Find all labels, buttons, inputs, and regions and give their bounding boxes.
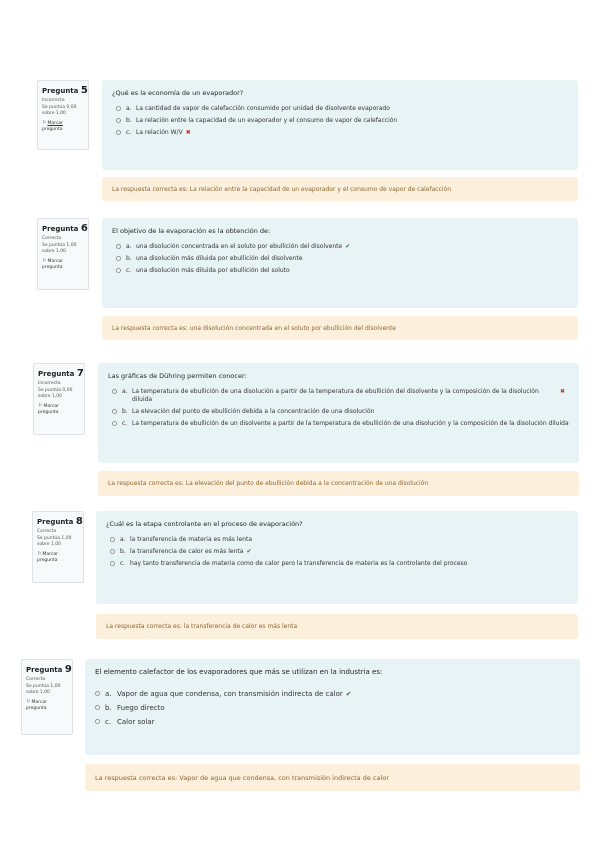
radio-button[interactable] <box>116 268 121 273</box>
question-grade: Se puntúa 1,00 sobre 1,00 <box>37 536 72 547</box>
feedback-right-answer: La respuesta correcta es: la transferencia de calor es más lenta <box>96 614 578 639</box>
question-text: El elemento calefactor de los evaporadores que más se utilizan en la industria es: <box>95 668 383 676</box>
question-grade: Se puntúa 0,00 sobre 1,00 <box>42 105 77 116</box>
answer-option[interactable]: b. una disolución más diluida por ebullición del disolvente <box>116 255 568 263</box>
question-state: Correcta <box>26 677 46 682</box>
question-state: Correcta <box>37 529 57 534</box>
option-text: La elevación del punto de ebullición debida a la concentración de una disolución <box>132 408 375 415</box>
option-text: la transferencia de calor es más lenta <box>130 548 244 555</box>
question-info <box>32 511 84 583</box>
option-text: La relación W/V <box>136 129 183 136</box>
option-text: Calor solar <box>117 718 155 726</box>
feedback-right-answer: La respuesta correcta es: Vapor de agua que condensa, con transmisión indirecta de calor <box>85 764 580 791</box>
answer-option[interactable]: b. La relación entre la capacidad de un evaporador y el consumo de vapor de calefacción <box>116 117 568 125</box>
answer-list <box>112 243 568 275</box>
flag-question-button[interactable]: ⚐Marcar pregunta <box>38 403 59 415</box>
question-state: Incorrecta <box>42 98 65 103</box>
question-title: Pregunta 6 <box>42 223 88 234</box>
question-info <box>21 659 73 735</box>
radio-button-selected[interactable] <box>110 549 115 554</box>
answer-option[interactable]: c. hay tanto transferencia de materia como de calor pero la transferencia de materia es la controlante del proceso <box>110 560 568 568</box>
option-text: Vapor de agua que condensa, con transmisión indirecta de calor <box>117 690 343 698</box>
question-title: Pregunta 8 <box>37 516 83 527</box>
question-grade: Se puntúa 1,00 sobre 1,00 <box>26 684 61 695</box>
answer-option[interactable]: a. La temperatura de ebullición de una disolución a partir de la temperatura de ebullición del disolvente y la composición de la disolución diluida ✖ <box>112 388 569 404</box>
question-state: Incorrecta <box>38 381 61 386</box>
answer-list <box>106 536 568 568</box>
radio-button[interactable] <box>112 421 117 426</box>
question-state: Correcta <box>42 236 62 241</box>
check-icon: ✔ <box>345 690 352 698</box>
question-title: Pregunta 7 <box>38 368 84 379</box>
question-text: Las gráficas de Dühring permiten conocer: <box>108 372 247 380</box>
question-formulation <box>102 80 578 170</box>
radio-button-selected[interactable] <box>116 130 121 135</box>
flag-icon: ⚐ <box>26 699 31 705</box>
flag-question-button[interactable]: ⚐Marcar pregunta <box>26 699 47 711</box>
option-text: La cantidad de vapor de calefacción consumido por unidad de disolvente evaporado <box>136 105 390 112</box>
radio-button-selected[interactable] <box>112 389 117 394</box>
option-text: La relación entre la capacidad de un evaporador y el consumo de vapor de calefacción <box>136 117 398 124</box>
feedback-right-answer: La respuesta correcta es: una disolución concentrada en el soluto por ebullición del disolvente <box>102 316 578 340</box>
answer-list <box>108 388 569 428</box>
question-text: ¿Qué es la economía de un evaporador? <box>112 89 244 97</box>
option-text: Fuego directo <box>117 704 165 712</box>
flag-question-button[interactable]: ⚐Marcar pregunta <box>37 551 58 563</box>
option-text: La temperatura de ebullición de un disolvente a partir de la temperatura de ebullición de una disolución y la composición de la disolución diluida <box>132 420 569 427</box>
question-info <box>33 363 85 435</box>
radio-button[interactable] <box>95 719 100 724</box>
cross-icon: ✖ <box>185 129 191 136</box>
option-text: una disolución más diluida por ebullición del disolvente <box>136 255 303 262</box>
question-info <box>37 218 89 290</box>
question-formulation <box>98 363 579 463</box>
flag-icon: ⚐ <box>38 403 43 409</box>
radio-button-selected[interactable] <box>95 691 100 696</box>
answer-option[interactable]: b. La elevación del punto de ebullición debida a la concentración de una disolución <box>112 408 569 416</box>
question-formulation <box>85 659 580 755</box>
answer-option[interactable]: a. Vapor de agua que condensa, con transmisión indirecta de calor ✔ <box>95 690 570 699</box>
answer-option[interactable]: b. la transferencia de calor es más lenta ✔ <box>110 548 568 556</box>
radio-button[interactable] <box>112 409 117 414</box>
flag-icon: ⚐ <box>42 258 47 264</box>
answer-option[interactable]: a. La cantidad de vapor de calefacción consumido por unidad de disolvente evaporado <box>116 105 568 113</box>
radio-button[interactable] <box>116 256 121 261</box>
answer-option[interactable]: c. La relación W/V ✖ <box>116 129 568 137</box>
check-icon: ✔ <box>345 243 351 250</box>
question-formulation <box>96 511 578 604</box>
check-icon: ✔ <box>246 548 252 555</box>
feedback-right-answer: La respuesta correcta es: La relación entre la capacidad de un evaporador y el consumo de vapor de calefacción <box>102 177 578 201</box>
option-text: hay tanto transferencia de materia como de calor pero la transferencia de materia es la controlante del proceso <box>130 560 468 567</box>
cross-icon: ✖ <box>559 388 565 395</box>
option-text: la transferencia de materia es más lenta <box>130 536 253 543</box>
answer-option[interactable]: b. Fuego directo <box>95 704 570 713</box>
option-text: una disolución más diluida por ebullición del soluto <box>136 267 290 274</box>
question-text: ¿Cuál es la etapa controlante en el proceso de evaporación? <box>106 520 303 528</box>
option-text: una disolución concentrada en el soluto por ebullición del disolvente <box>136 243 343 250</box>
answer-list <box>95 690 570 727</box>
answer-option[interactable]: c. Calor solar <box>95 718 570 727</box>
answer-option[interactable]: a. la transferencia de materia es más lenta <box>110 536 568 544</box>
question-title: Pregunta 9 <box>26 664 72 675</box>
question-title: Pregunta 5 <box>42 85 88 96</box>
flag-question-button[interactable]: ⚐Marcar pregunta <box>42 258 63 270</box>
option-text: La temperatura de ebullición de una disolución a partir de la temperatura de ebullición del disolvente y la composición de la disolución diluida <box>132 388 539 403</box>
answer-option[interactable]: c. una disolución más diluida por ebullición del soluto <box>116 267 568 275</box>
flag-question-button[interactable]: ⚐Marcar pregunta <box>42 120 63 132</box>
radio-button[interactable] <box>116 106 121 111</box>
flag-icon: ⚐ <box>42 120 47 126</box>
radio-button[interactable] <box>110 537 115 542</box>
answer-option[interactable]: c. La temperatura de ebullición de un disolvente a partir de la temperatura de ebullición de una disolución y la composición de la disolución diluida <box>112 420 569 428</box>
answer-option[interactable]: a. una disolución concentrada en el soluto por ebullición del disolvente ✔ <box>116 243 568 251</box>
flag-icon: ⚐ <box>37 551 42 557</box>
question-info <box>37 80 89 150</box>
radio-button[interactable] <box>116 118 121 123</box>
question-text: El objetivo de la evaporación es la obtención de: <box>112 227 271 235</box>
radio-button[interactable] <box>110 561 115 566</box>
question-grade: Se puntúa 1,00 sobre 1,00 <box>42 243 77 254</box>
question-formulation <box>102 218 578 308</box>
feedback-right-answer: La respuesta correcta es: La elevación del punto de ebullición debida a la concentración de una disolución <box>98 471 579 496</box>
answer-list <box>112 105 568 137</box>
radio-button[interactable] <box>95 705 100 710</box>
question-grade: Se puntúa 0,00 sobre 1,00 <box>38 388 73 399</box>
radio-button-selected[interactable] <box>116 244 121 249</box>
